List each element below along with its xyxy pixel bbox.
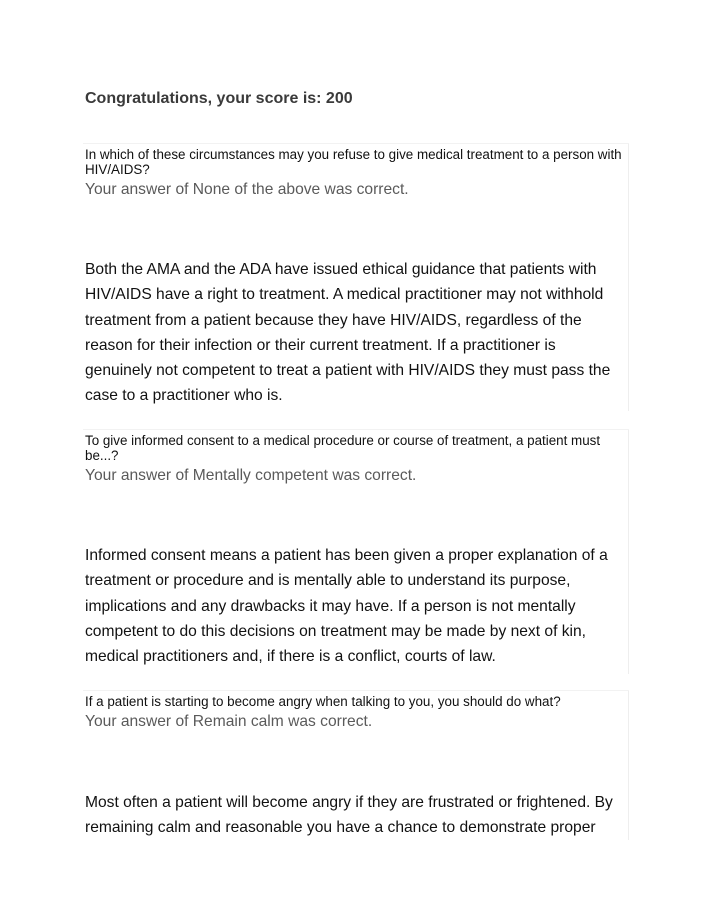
answer-result: Your answer of None of the above was correct. xyxy=(85,181,409,198)
question-card xyxy=(83,429,629,674)
question-text: In which of these circumstances may you refuse to give medical treatment to a person with HIV/AIDS? xyxy=(85,147,622,177)
answer-explanation: Informed consent means a patient has been given a proper explanation of a treatment or procedure and is mentally able to understand its purpose, implications and any drawbacks it may have. If a person is not mentally competent to do this decisions on treatment may be made by next of kin, medical practitioners and, if there is a conflict, courts of law. xyxy=(85,547,608,666)
answer-explanation: Both the AMA and the ADA have issued ethical guidance that patients with HIV/AIDS have a right to treatment. A medical practitioner may not withhold treatment from a patient because they have HIV/AIDS, regardless of the reason for their infection or their current treatment. If a practitioner is genuinely not competent to treat a patient with HIV/AIDS they must pass the case to a practitioner who is. xyxy=(85,261,611,405)
answer-explanation: Most often a patient will become angry if they are frustrated or frightened. By remaining calm and reasonable you have a chance to demonstrate proper xyxy=(85,794,613,837)
question-card xyxy=(83,143,629,411)
score-title: Congratulations, your score is: 200 xyxy=(85,90,353,107)
question-text: If a patient is starting to become angry when talking to you, you should do what? xyxy=(85,694,561,709)
answer-result: Your answer of Remain calm was correct. xyxy=(85,713,373,730)
question-text: To give informed consent to a medical procedure or course of treatment, a patient must be...? xyxy=(85,433,601,463)
question-card xyxy=(83,690,629,840)
answer-result: Your answer of Mentally competent was correct. xyxy=(85,467,417,484)
